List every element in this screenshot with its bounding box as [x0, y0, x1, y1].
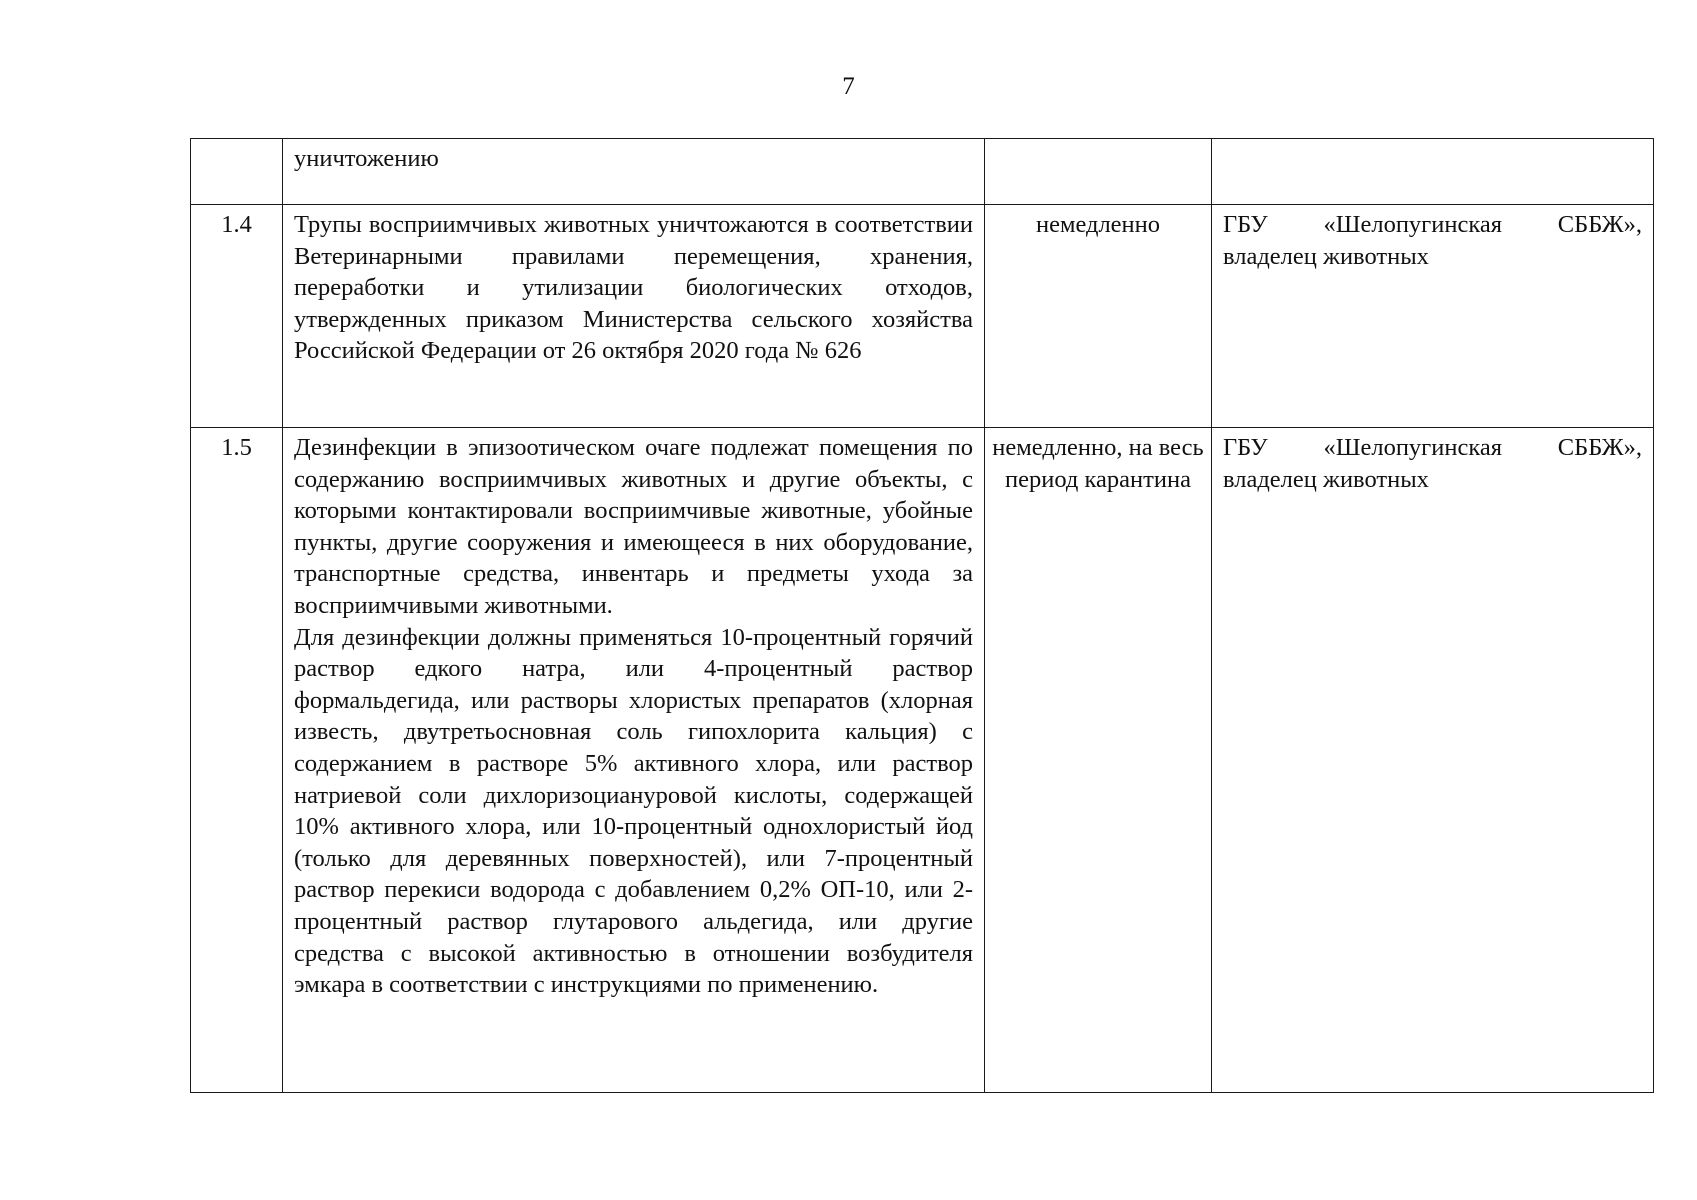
responsible-cell	[1212, 139, 1654, 205]
measures-table	[190, 138, 1654, 1093]
measure-text-cell	[283, 205, 985, 428]
responsible-owner: владелец животных	[1223, 242, 1429, 270]
measure-text: Трупы восприимчивых животных уничтожаются в соответствии Ветеринарными правилами перемещения, хранения, переработки и утилизации биологических отходов, утвержденных приказом Министерства сельского хозяйства Российской Федерации от 26 октября 2020 года № 626	[294, 211, 973, 365]
measure-text-paragraph-2: Для дезинфекции должны применяться 10-процентный горячий раствор едкого натра, или 4-процентный раствор формальдегида, или растворы хлористых препаратов (хлорная известь, двутретьосновная соль гипохлорита кальция) с содержанием в растворе 5% активного хлора, или раствор натриевой соли дихлоризоциануровой кислоты, содержащей 10% активного хлора, или 10-процентный однохлористый йод (только для деревянных поверхностей), или 7-процентный раствор перекиси водорода с добавлением 0,2% ОП-10, или 2-процентный раствор глутарового альдегида, или другие средства с высокой активностью в отношении возбудителя эмкара в соответствии с инструкциями по применению.	[294, 623, 973, 999]
term-cell: немедленно	[985, 205, 1212, 428]
row-number-cell	[191, 139, 283, 205]
table-row	[191, 428, 1654, 1093]
responsible-cell	[1212, 428, 1654, 1093]
term-cell	[985, 139, 1212, 205]
table-row	[191, 139, 1654, 205]
measure-text-paragraph-1: Дезинфекции в эпизоотическом очаге подлежат помещения по содержанию восприимчивых животных и другие объекты, с которыми контактировали восприимчивые животные, убойные пункты, другие сооружения и имеющееся в них оборудование, транспортные средства, инвентарь и предметы ухода за восприимчивыми животными.	[294, 434, 973, 619]
responsible-cell	[1212, 205, 1654, 428]
term-cell: немедленно, на весь период карантина	[985, 428, 1212, 1093]
responsible-org: ГБУ «Шелопугинская СББЖ»,	[1223, 211, 1642, 238]
measure-text-cell: уничтожению	[283, 139, 985, 205]
measure-text-cell	[283, 428, 985, 1093]
row-number-cell: 1.4	[191, 205, 283, 428]
page-number: 7	[842, 73, 855, 100]
responsible-org: ГБУ «Шелопугинская СББЖ»,	[1223, 434, 1642, 461]
row-number-cell: 1.5	[191, 428, 283, 1093]
responsible-owner: владелец животных	[1223, 465, 1429, 493]
table-row	[191, 205, 1654, 428]
